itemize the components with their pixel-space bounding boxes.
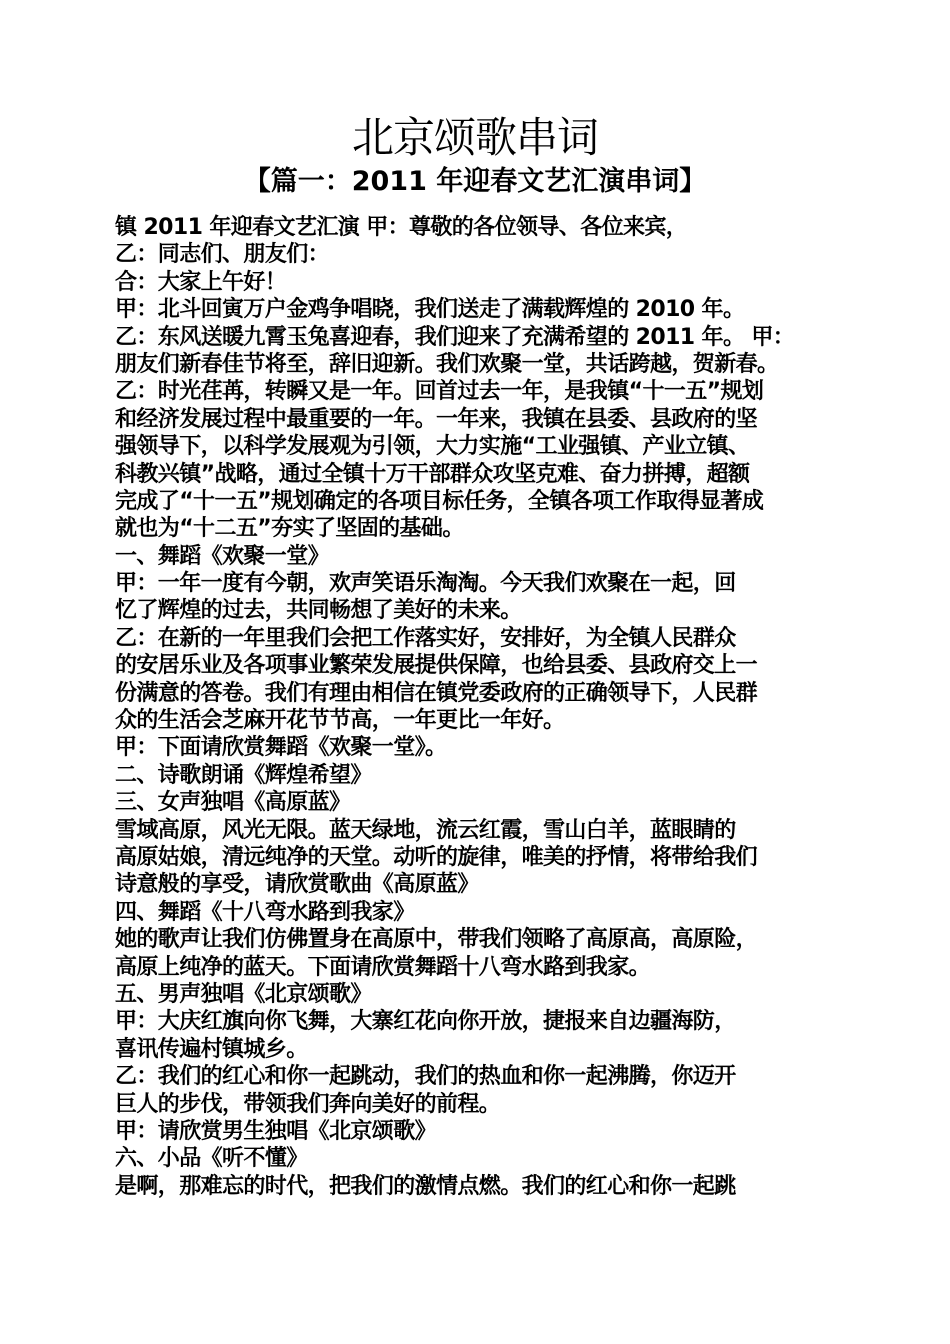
text-line: 甲：请欣赏男生独唱《北京颂歌》 [115, 1118, 437, 1144]
text-line: 雪域高原，风光无限。蓝天绿地，流云红霞，雪山白羊，蓝眼睛的 [115, 817, 736, 843]
text-line: 她的歌声让我们仿佛置身在高原中，带我们领略了高原高，高原险， [115, 927, 758, 953]
text-line: 高原上纯净的蓝天。下面请欣赏舞蹈十八弯水路到我家。 [115, 954, 651, 980]
text-line: 乙：东风送暖九霄玉兔喜迎春，我们迎来了充满希望的 2011 年。 甲： [115, 324, 795, 350]
text-line: 份满意的答卷。我们有理由相信在镇党委政府的正确领导下，人民群 [115, 680, 758, 706]
text-line: 甲：北斗回寅万户金鸡争唱晓，我们送走了满载辉煌的 2010 年。 [115, 297, 745, 323]
document-subtitle: 【篇一：2011 年迎春文艺汇演串词】 [243, 166, 707, 197]
text-line: 一、舞蹈《欢聚一堂》 [115, 543, 330, 569]
text-line: 强领导下，以科学发展观为引领，大力实施“工业强镇、产业立镇、 [115, 434, 750, 460]
document-title: 北京颂歌串词 [351, 113, 598, 162]
text-line: 喜讯传遍村镇城乡。 [115, 1036, 308, 1062]
text-line: 巨人的步伐，带领我们奔向美好的前程。 [115, 1091, 501, 1117]
text-line: 乙：时光荏苒，转瞬又是一年。回首过去一年，是我镇“十一五”规划 [115, 379, 764, 405]
text-line: 甲：一年一度有今朝，欢声笑语乐淘淘。今天我们欢聚在一起，回 [115, 571, 736, 597]
text-line: 甲：大庆红旗向你飞舞，大寨红花向你开放，捷报来自边疆海防， [115, 1009, 736, 1035]
text-line: 二、诗歌朗诵《辉煌希望》 [115, 762, 372, 788]
text-line: 乙：在新的一年里我们会把工作落实好，安排好，为全镇人民群众 [115, 625, 736, 651]
text-line: 合：大家上午好！ [115, 269, 287, 295]
text-line: 就也为“十二五”夯实了坚固的基础。 [115, 516, 464, 542]
text-line: 和经济发展过程中最重要的一年。一年来，我镇在县委、县政府的坚 [115, 406, 758, 432]
text-line: 的安居乐业及各项事业繁荣发展提供保障，也给县委、县政府交上一 [115, 653, 758, 679]
text-line: 高原姑娘，清远纯净的天堂。动听的旋律，唯美的抒情，将带给我们 [115, 844, 758, 870]
text-line: 甲：下面请欣赏舞蹈《欢聚一堂》。 [115, 735, 447, 761]
text-line: 是啊，那难忘的时代，把我们的激情点燃。我们的红心和你一起跳 [115, 1173, 736, 1199]
text-line: 乙：同志们、朋友们： [115, 242, 330, 268]
text-line: 五、男声独唱《北京颂歌》 [115, 981, 372, 1007]
text-line: 朋友们新春佳节将至，辞旧迎新。我们欢聚一堂，共话跨越，贺新春。 [115, 351, 779, 377]
text-line: 镇 2011 年迎春文艺汇演 甲：尊敬的各位领导、各位来宾， [115, 215, 688, 240]
text-line: 众的生活会芝麻开花节节高，一年更比一年好。 [115, 708, 565, 734]
text-line: 诗意般的享受，请欣赏歌曲《高原蓝》 [115, 872, 479, 898]
text-line: 完成了“十一五”规划确定的各项目标任务，全镇各项工作取得显著成 [115, 488, 764, 514]
text-line: 科教兴镇”战略，通过全镇十万干部群众攻坚克难、奋力拼搏，超额 [115, 461, 750, 487]
text-line: 三、女声独唱《高原蓝》 [115, 790, 351, 816]
document-body [115, 214, 840, 1200]
text-line: 乙：我们的红心和你一起跳动，我们的热血和你一起沸腾，你迈开 [115, 1064, 736, 1090]
text-line: 忆了辉煌的过去，共同畅想了美好的未来。 [115, 598, 522, 624]
text-line: 六、小品《听不懂》 [115, 1146, 308, 1172]
text-line: 四、舞蹈《十八弯水路到我家》 [115, 899, 415, 925]
